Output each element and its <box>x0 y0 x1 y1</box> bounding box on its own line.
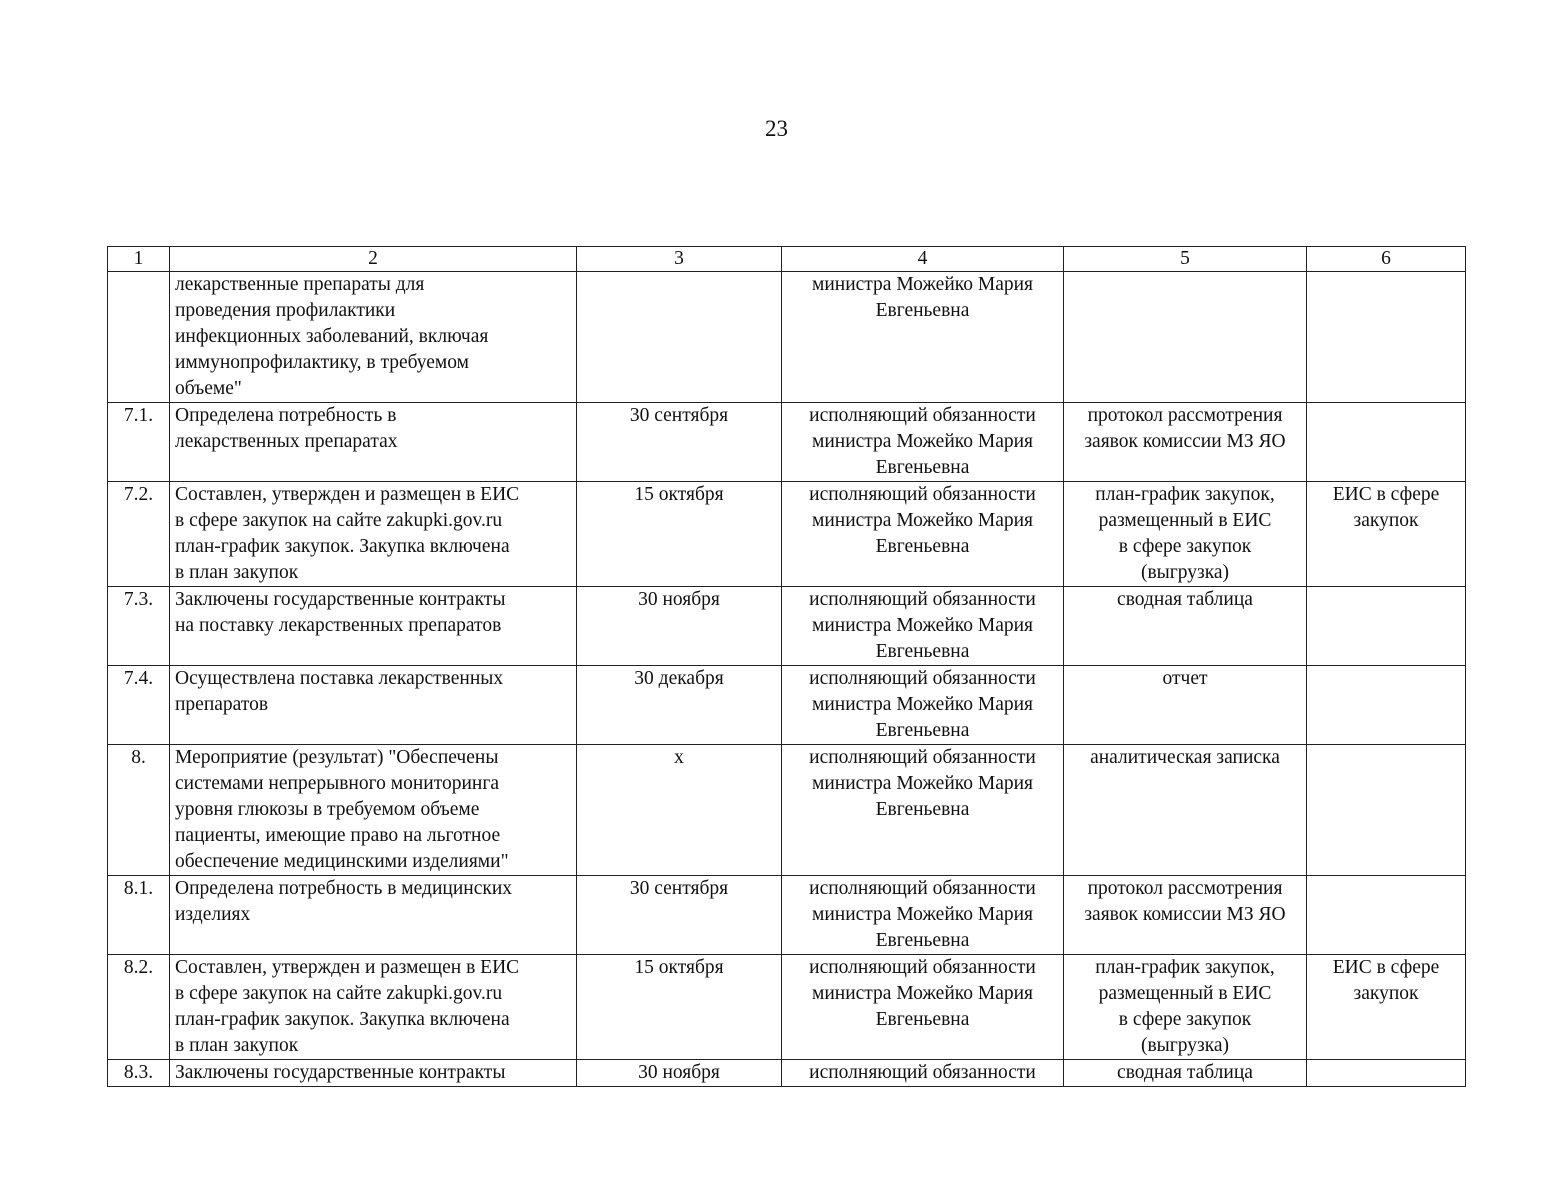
cell-number: 8.2. <box>108 955 170 1060</box>
table-row <box>108 955 1466 1060</box>
cell-deadline <box>577 272 782 403</box>
cell-document: план-график закупок, размещенный в ЕИС в сфере закупок (выгрузка) <box>1064 955 1307 1060</box>
cell-system: ЕИС в сфере закупок <box>1307 955 1466 1060</box>
cell-deadline: 30 декабря <box>577 666 782 745</box>
table-row <box>108 587 1466 666</box>
cell-document: протокол рассмотрения заявок комиссии МЗ ЯО <box>1064 876 1307 955</box>
cell-document: сводная таблица <box>1064 587 1307 666</box>
cell-description: Составлен, утвержден и размещен в ЕИС в сфере закупок на сайте zakupki.gov.ru план-график закупок. Закупка включена в план закупок <box>170 955 577 1060</box>
cell-document: отчет <box>1064 666 1307 745</box>
cell-responsible: исполняющий обязанности министра Можейко Мария Евгеньевна <box>782 587 1064 666</box>
cell-system: ЕИС в сфере закупок <box>1307 482 1466 587</box>
cell-description: Заключены государственные контракты на поставку лекарственных препаратов <box>170 587 577 666</box>
cell-system <box>1307 403 1466 482</box>
page-number: 23 <box>765 116 788 141</box>
cell-responsible: министра Можейко Мария Евгеньевна <box>782 272 1064 403</box>
cell-system <box>1307 587 1466 666</box>
cell-description: Мероприятие (результат) "Обеспечены системами непрерывного мониторинга уровня глюкозы в требуемом объеме пациенты, имеющие право на льготное обеспечение медицинскими изделиями" <box>170 745 577 876</box>
cell-document: сводная таблица <box>1064 1060 1307 1087</box>
cell-description: лекарственные препараты для проведения профилактики инфекционных заболеваний, включая иммунопрофилактику, в требуемом объеме" <box>170 272 577 403</box>
table-row <box>108 876 1466 955</box>
table-row <box>108 666 1466 745</box>
cell-document <box>1064 272 1307 403</box>
cell-system <box>1307 272 1466 403</box>
column-header: 4 <box>782 247 1064 272</box>
cell-description: Заключены государственные контракты <box>170 1060 577 1087</box>
table-row <box>108 745 1466 876</box>
cell-number: 7.2. <box>108 482 170 587</box>
cell-deadline: 30 ноября <box>577 587 782 666</box>
table-row <box>108 403 1466 482</box>
cell-deadline: 30 ноября <box>577 1060 782 1087</box>
cell-number: 7.4. <box>108 666 170 745</box>
column-header: 2 <box>170 247 577 272</box>
cell-number: 8.3. <box>108 1060 170 1087</box>
cell-number: 8.1. <box>108 876 170 955</box>
cell-responsible: исполняющий обязанности министра Можейко Мария Евгеньевна <box>782 745 1064 876</box>
cell-system <box>1307 876 1466 955</box>
cell-responsible: исполняющий обязанности министра Можейко Мария Евгеньевна <box>782 876 1064 955</box>
table-row <box>108 482 1466 587</box>
cell-number: 7.3. <box>108 587 170 666</box>
column-header: 1 <box>108 247 170 272</box>
cell-deadline: 30 сентября <box>577 403 782 482</box>
cell-responsible: исполняющий обязанности министра Можейко Мария Евгеньевна <box>782 403 1064 482</box>
column-header: 3 <box>577 247 782 272</box>
cell-number <box>108 272 170 403</box>
cell-description: Определена потребность в лекарственных препаратах <box>170 403 577 482</box>
cell-description: Определена потребность в медицинских изделиях <box>170 876 577 955</box>
cell-document: план-график закупок, размещенный в ЕИС в сфере закупок (выгрузка) <box>1064 482 1307 587</box>
cell-deadline: х <box>577 745 782 876</box>
cell-deadline: 15 октября <box>577 482 782 587</box>
cell-responsible: исполняющий обязанности министра Можейко Мария Евгеньевна <box>782 666 1064 745</box>
cell-document: аналитическая записка <box>1064 745 1307 876</box>
plan-table <box>107 246 1466 1087</box>
table-row <box>108 272 1466 403</box>
cell-deadline: 30 сентября <box>577 876 782 955</box>
cell-number: 7.1. <box>108 403 170 482</box>
cell-deadline: 15 октября <box>577 955 782 1060</box>
cell-responsible: исполняющий обязанности министра Можейко Мария Евгеньевна <box>782 482 1064 587</box>
cell-system <box>1307 745 1466 876</box>
cell-document: протокол рассмотрения заявок комиссии МЗ ЯО <box>1064 403 1307 482</box>
table-row <box>108 1060 1466 1087</box>
cell-responsible: исполняющий обязанности <box>782 1060 1064 1087</box>
header-row <box>108 247 1466 272</box>
cell-description: Осуществлена поставка лекарственных препаратов <box>170 666 577 745</box>
column-header: 6 <box>1307 247 1466 272</box>
cell-system <box>1307 1060 1466 1087</box>
cell-description: Составлен, утвержден и размещен в ЕИС в сфере закупок на сайте zakupki.gov.ru план-график закупок. Закупка включена в план закупок <box>170 482 577 587</box>
cell-responsible: исполняющий обязанности министра Можейко Мария Евгеньевна <box>782 955 1064 1060</box>
cell-number: 8. <box>108 745 170 876</box>
cell-system <box>1307 666 1466 745</box>
column-header: 5 <box>1064 247 1307 272</box>
